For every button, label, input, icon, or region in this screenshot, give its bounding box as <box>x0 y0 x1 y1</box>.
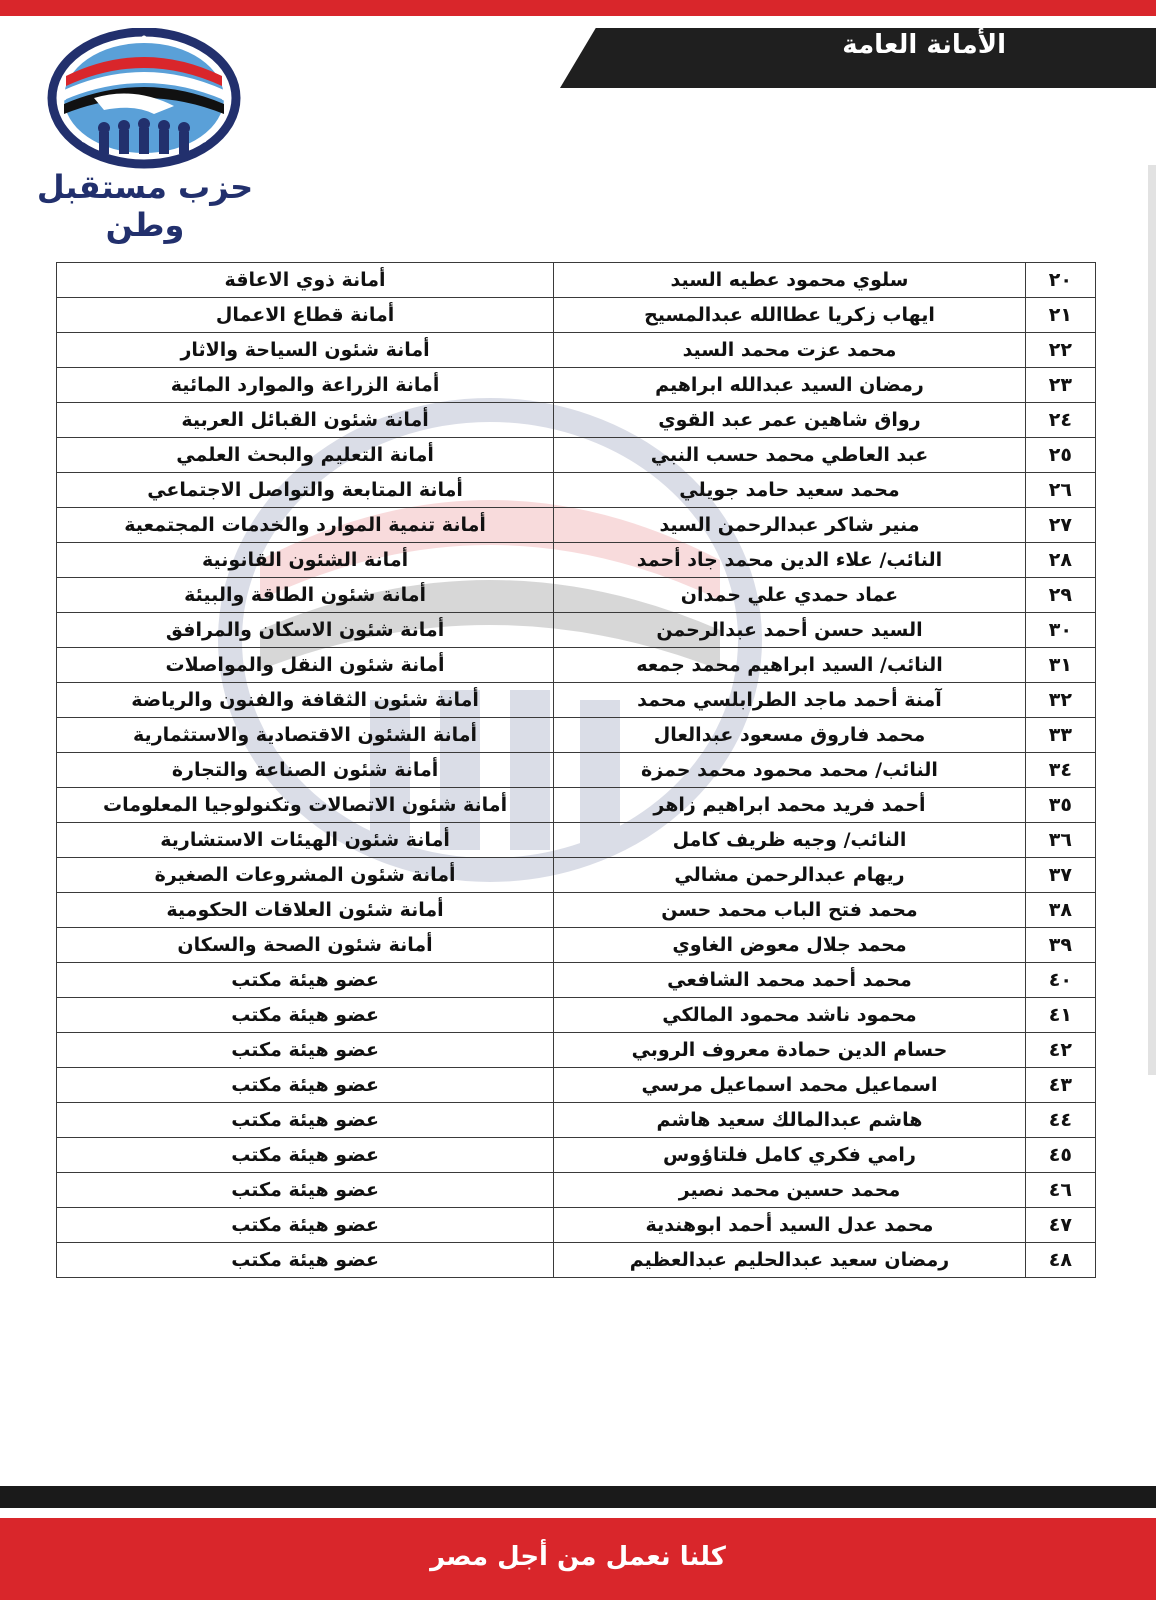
member-name: آمنة أحمد ماجد الطرابلسي محمد <box>554 683 1026 718</box>
table-row <box>57 928 1096 963</box>
member-name: النائب/ علاء الدين محمد جاد أحمد <box>554 543 1026 578</box>
secretariat-table <box>56 262 1096 1278</box>
member-name: ايهاب زكريا عطاالله عبدالمسيح <box>554 298 1026 333</box>
footer-slogan: كلنا نعمل من أجل مصر <box>430 1542 726 1572</box>
member-name: النائب/ محمد محمود محمد حمزة <box>554 753 1026 788</box>
top-red-stripe <box>0 0 1156 16</box>
member-name: السيد حسن أحمد عبدالرحمن <box>554 613 1026 648</box>
table-row <box>57 1138 1096 1173</box>
secretariat-role: أمانة شئون الهيئات الاستشارية <box>57 823 554 858</box>
row-number: ٣١ <box>1025 648 1095 683</box>
row-number: ٢٨ <box>1025 543 1095 578</box>
row-number: ٣٦ <box>1025 823 1095 858</box>
table-row <box>57 963 1096 998</box>
row-number: ٢٣ <box>1025 368 1095 403</box>
table-row <box>57 403 1096 438</box>
table-row <box>57 438 1096 473</box>
secretariat-role: أمانة شئون الثقافة والفنون والرياضة <box>57 683 554 718</box>
secretariat-role: أمانة شئون الطاقة والبيئة <box>57 578 554 613</box>
table-row <box>57 1033 1096 1068</box>
table-row <box>57 1173 1096 1208</box>
table-row <box>57 368 1096 403</box>
row-number: ٣٠ <box>1025 613 1095 648</box>
table-body <box>57 263 1096 1278</box>
secretariat-role: أمانة ذوي الاعاقة <box>57 263 554 298</box>
member-name: محمد أحمد محمد الشافعي <box>554 963 1026 998</box>
table-row <box>57 263 1096 298</box>
member-name: محمد سعيد حامد جويلي <box>554 473 1026 508</box>
member-name: ريهام عبدالرحمن مشالي <box>554 858 1026 893</box>
secretariat-role: عضو هيئة مكتب <box>57 1208 554 1243</box>
edge-bar <box>1148 165 1156 1075</box>
member-name: محمد فتح الباب محمد حسن <box>554 893 1026 928</box>
secretariat-role: عضو هيئة مكتب <box>57 963 554 998</box>
member-name: رواق شاهين عمر عبد القوي <box>554 403 1026 438</box>
secretariat-role: أمانة شئون الاسكان والمرافق <box>57 613 554 648</box>
row-number: ٣٥ <box>1025 788 1095 823</box>
secretariat-role: أمانة الشئون الاقتصادية والاستثمارية <box>57 718 554 753</box>
member-name: منير شاكر عبدالرحمن السيد <box>554 508 1026 543</box>
table-row <box>57 578 1096 613</box>
row-number: ٤١ <box>1025 998 1095 1033</box>
page-title: الأمانة العامة <box>842 30 1006 60</box>
table-row <box>57 823 1096 858</box>
row-number: ٤٣ <box>1025 1068 1095 1103</box>
member-name: محمد فاروق مسعود عبدالعال <box>554 718 1026 753</box>
row-number: ٤٨ <box>1025 1243 1095 1278</box>
table-row <box>57 1208 1096 1243</box>
table-row <box>57 893 1096 928</box>
table-row <box>57 298 1096 333</box>
secretariat-role: عضو هيئة مكتب <box>57 1173 554 1208</box>
member-name: النائب/ السيد ابراهيم محمد جمعه <box>554 648 1026 683</box>
table-row <box>57 1103 1096 1138</box>
table-row <box>57 788 1096 823</box>
table-row <box>57 543 1096 578</box>
secretariat-role: أمانة شئون العلاقات الحكومية <box>57 893 554 928</box>
row-number: ٣٨ <box>1025 893 1095 928</box>
secretariat-role: أمانة شئون الصحة والسكان <box>57 928 554 963</box>
member-name: حسام الدين حمادة معروف الروبي <box>554 1033 1026 1068</box>
row-number: ٣٩ <box>1025 928 1095 963</box>
row-number: ٢٩ <box>1025 578 1095 613</box>
secretariat-role: عضو هيئة مكتب <box>57 1243 554 1278</box>
secretariat-role: أمانة شئون النقل والمواصلات <box>57 648 554 683</box>
row-number: ٤٠ <box>1025 963 1095 998</box>
secretariat-role: أمانة شئون المشروعات الصغيرة <box>57 858 554 893</box>
footer-black-stripe <box>0 1486 1156 1508</box>
table-row <box>57 473 1096 508</box>
table-row <box>57 333 1096 368</box>
secretariat-role: أمانة شئون الاتصالات وتكنولوجيا المعلومات <box>57 788 554 823</box>
member-name: عماد حمدي علي حمدان <box>554 578 1026 613</box>
secretariat-role: أمانة المتابعة والتواصل الاجتماعي <box>57 473 554 508</box>
table-row <box>57 508 1096 543</box>
table-row <box>57 648 1096 683</box>
member-name: محمد حسين محمد نصير <box>554 1173 1026 1208</box>
table-row <box>57 858 1096 893</box>
member-name: عبد العاطي محمد حسب النبي <box>554 438 1026 473</box>
table-row <box>57 753 1096 788</box>
member-name: اسماعيل محمد اسماعيل مرسي <box>554 1068 1026 1103</box>
secretariat-role: عضو هيئة مكتب <box>57 1033 554 1068</box>
member-name: أحمد فريد محمد ابراهيم زاهر <box>554 788 1026 823</box>
member-name: محمد عدل السيد أحمد ابوهندية <box>554 1208 1026 1243</box>
secretariat-role: عضو هيئة مكتب <box>57 1068 554 1103</box>
secretariat-role: أمانة شئون السياحة والاثار <box>57 333 554 368</box>
secretariat-role: عضو هيئة مكتب <box>57 998 554 1033</box>
table-row <box>57 998 1096 1033</box>
row-number: ٣٤ <box>1025 753 1095 788</box>
row-number: ٢٥ <box>1025 438 1095 473</box>
member-name: هاشم عبدالمالك سعيد هاشم <box>554 1103 1026 1138</box>
member-name: رمضان سعيد عبدالحليم عبدالعظيم <box>554 1243 1026 1278</box>
row-number: ٣٢ <box>1025 683 1095 718</box>
secretariat-role: أمانة شئون الصناعة والتجارة <box>57 753 554 788</box>
row-number: ٢٤ <box>1025 403 1095 438</box>
row-number: ٤٢ <box>1025 1033 1095 1068</box>
secretariat-role: عضو هيئة مكتب <box>57 1138 554 1173</box>
table-row <box>57 683 1096 718</box>
table-row <box>57 1243 1096 1278</box>
member-name: سلوي محمود عطيه السيد <box>554 263 1026 298</box>
member-name: رامي فكري كامل فلتاؤوس <box>554 1138 1026 1173</box>
row-number: ٤٧ <box>1025 1208 1095 1243</box>
row-number: ٤٦ <box>1025 1173 1095 1208</box>
table-row <box>57 1068 1096 1103</box>
row-number: ٣٧ <box>1025 858 1095 893</box>
secretariat-role: أمانة الزراعة والموارد المائية <box>57 368 554 403</box>
row-number: ٢٦ <box>1025 473 1095 508</box>
row-number: ٢٠ <box>1025 263 1095 298</box>
row-number: ٢٢ <box>1025 333 1095 368</box>
row-number: ٣٣ <box>1025 718 1095 753</box>
secretariat-role: عضو هيئة مكتب <box>57 1103 554 1138</box>
table-row <box>57 718 1096 753</box>
row-number: ٢٧ <box>1025 508 1095 543</box>
secretariat-role: أمانة شئون القبائل العربية <box>57 403 554 438</box>
secretariat-role: أمانة قطاع الاعمال <box>57 298 554 333</box>
member-name: محمود ناشد محمود المالكي <box>554 998 1026 1033</box>
member-name: رمضان السيد عبدالله ابراهيم <box>554 368 1026 403</box>
row-number: ٤٤ <box>1025 1103 1095 1138</box>
member-name: محمد عزت محمد السيد <box>554 333 1026 368</box>
member-name: النائب/ وجيه ظريف كامل <box>554 823 1026 858</box>
secretariat-role: أمانة التعليم والبحث العلمي <box>57 438 554 473</box>
row-number: ٢١ <box>1025 298 1095 333</box>
member-name: محمد جلال معوض الغاوي <box>554 928 1026 963</box>
secretariat-role: أمانة الشئون القانونية <box>57 543 554 578</box>
table-row <box>57 613 1096 648</box>
secretariat-role: أمانة تنمية الموارد والخدمات المجتمعية <box>57 508 554 543</box>
party-name: حزب مستقبل وطن <box>36 168 254 244</box>
row-number: ٤٥ <box>1025 1138 1095 1173</box>
